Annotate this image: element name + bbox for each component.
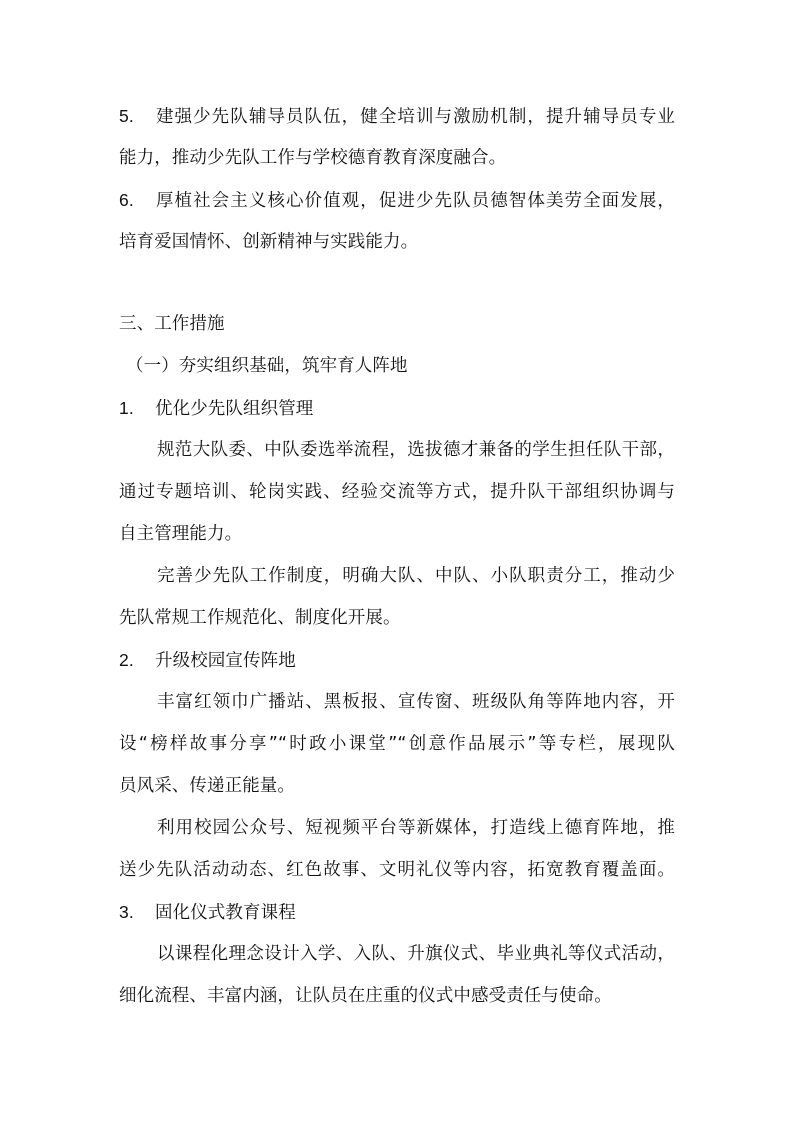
point-1-line-5: 先队常规工作规范化、制度化开展。 [119,608,401,628]
goal-item-5 [119,104,675,129]
point-2-title [119,648,296,673]
point-2-line-4: 利用校园公众号、短视频平台等新媒体，打造线上德育阵地，推 [157,818,675,838]
goal-item-6-number: 6. [119,190,134,210]
goal-item-5-text: 建强少先队辅导员队伍，健全培训与激励机制，提升辅导员专业 [155,107,675,127]
point-3-title [119,900,296,925]
point-3-number: 3. [119,902,134,922]
point-1-number: 1. [119,398,134,418]
goal-item-5-number: 5. [119,106,134,126]
goal-item-6 [119,188,675,213]
point-1-line-2: 通过专题培训、轮岗实践、经验交流等方式，提升队干部组织协调与 [119,482,675,502]
point-1-title-text: 优化少先队组织管理 [155,399,314,419]
point-2-line-2: 设“榜样故事分享”“时政小课堂”“创意作品展示”等专栏，展现队 [119,734,675,754]
point-3-line-2: 细化流程、丰富内涵，让队员在庄重的仪式中感受责任与使命。 [119,986,612,1006]
goal-item-5-continuation: 能力，推动少先队工作与学校德育教育深度融合。 [119,148,507,168]
point-2-line-5: 送少先队活动动态、红色故事、文明礼仪等内容，拓宽教育覆盖面。 [119,860,675,880]
point-2-line-3: 员风采、传递正能量。 [119,776,295,796]
section-subheading: （一）夯实组织基础，筑牢育人阵地 [126,356,408,376]
section-heading: 三、工作措施 [119,314,225,334]
point-1-line-4: 完善少先队工作制度，明确大队、中队、小队职责分工，推动少 [157,566,675,586]
point-1-line-1: 规范大队委、中队委选举流程，选拔德才兼备的学生担任队干部， [157,440,675,460]
point-2-number: 2. [119,650,134,670]
point-3-title-text: 固化仪式教育课程 [155,903,296,923]
point-1-title [119,396,313,421]
goal-item-6-text: 厚植社会主义核心价值观，促进少先队员德智体美劳全面发展， [155,191,675,211]
point-2-title-text: 升级校园宣传阵地 [155,651,296,671]
point-2-line-1: 丰富红领巾广播站、黑板报、宣传窗、班级队角等阵地内容，开 [157,692,675,712]
point-1-line-3: 自主管理能力。 [119,524,243,544]
goal-item-6-continuation: 培育爱国情怀、创新精神与实践能力。 [119,232,419,252]
point-3-line-1: 以课程化理念设计入学、入队、升旗仪式、毕业典礼等仪式活动， [157,944,675,964]
